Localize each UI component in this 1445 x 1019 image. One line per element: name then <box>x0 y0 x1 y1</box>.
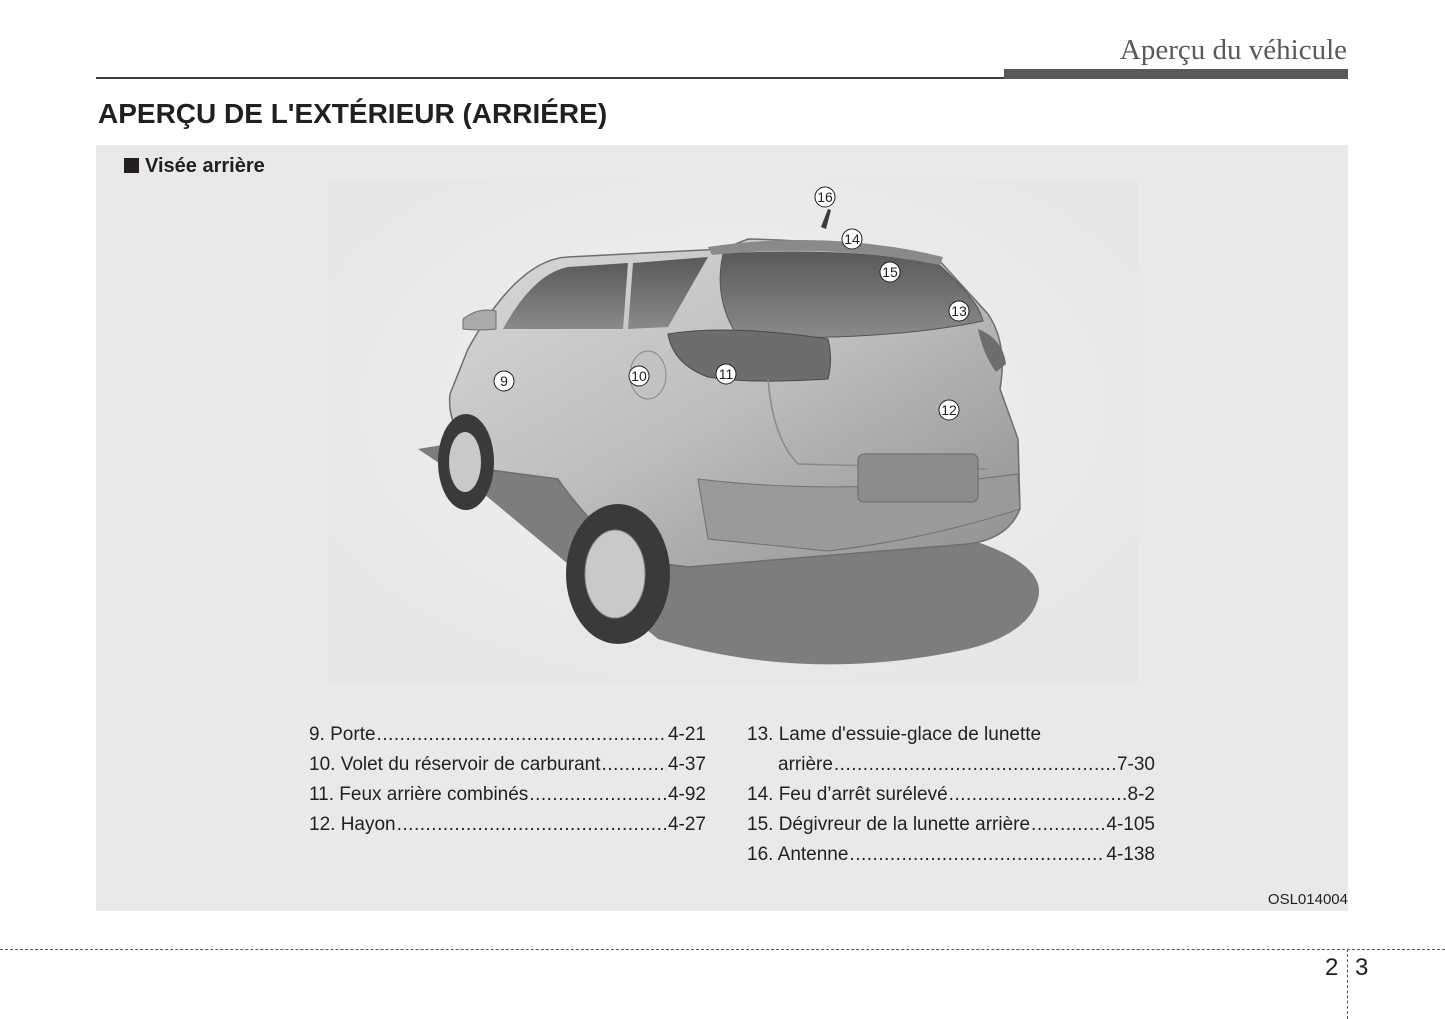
list-item: arrière ..... 7-30 <box>747 750 1155 780</box>
list-item: 12. Hayon ..... 4-27 <box>309 810 706 840</box>
callout-11 <box>716 364 736 384</box>
list-item: 15. Dégivreur de la lunette arrière ..... 4-105 <box>747 810 1155 840</box>
illustration-panel <box>96 145 1348 911</box>
page-number: 3 <box>1355 954 1369 981</box>
list-item-line1: 13. Lame d'essuie-glace de lunette <box>747 724 1042 745</box>
callout-10 <box>629 366 649 386</box>
list-item: 10. Volet du réservoir de carburant ..... 4-37 <box>309 750 706 780</box>
callout-16 <box>815 187 835 207</box>
section-title: Aperçu du véhicule <box>1119 34 1347 66</box>
svg-text:11: 11 <box>718 366 734 382</box>
square-bullet-icon <box>124 158 139 173</box>
callout-9 <box>494 371 514 391</box>
svg-text:14: 14 <box>844 231 860 247</box>
front-wheel-rim <box>449 432 481 492</box>
footer-divider <box>0 949 1445 950</box>
svg-text:12: 12 <box>941 402 957 418</box>
header-bar <box>1004 69 1348 79</box>
list-item: 14. Feu d’arrêt surélevé ..... 8-2 <box>747 780 1155 810</box>
svg-text:16: 16 <box>817 189 833 205</box>
page-title: APERÇU DE L'EXTÉRIEUR (ARRIÉRE) <box>98 98 608 129</box>
chapter-number: 2 <box>1325 954 1339 981</box>
image-code: OSL014004 <box>1267 891 1348 908</box>
car-rear-illustration <box>328 179 1138 684</box>
svg-text:10: 10 <box>631 368 647 384</box>
list-item: 11. Feux arrière combinés ..... 4-92 <box>309 780 706 810</box>
page-divider <box>1347 949 1348 1019</box>
license-plate-recess <box>858 454 978 502</box>
callout-15 <box>880 262 900 282</box>
callout-14 <box>842 229 862 249</box>
parts-list-right <box>747 720 1155 870</box>
svg-text:13: 13 <box>951 303 967 319</box>
parts-list-left <box>309 720 706 840</box>
header-rule <box>96 77 1004 79</box>
callout-13 <box>949 301 969 321</box>
svg-text:15: 15 <box>882 264 898 280</box>
callout-12 <box>939 400 959 420</box>
view-label: Visée arrière <box>124 155 265 178</box>
list-item: 16. Antenne ..... 4-138 <box>747 840 1155 870</box>
list-item: 9. Porte ..... 4-21 <box>309 720 706 750</box>
rear-wheel-rim <box>585 530 645 618</box>
svg-text:9: 9 <box>500 373 508 389</box>
